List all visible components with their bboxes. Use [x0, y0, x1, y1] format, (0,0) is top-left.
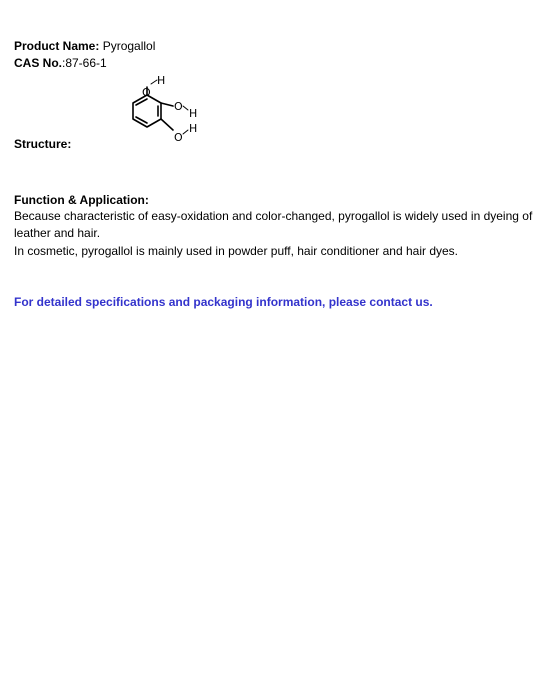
bond-o3-h3 — [183, 130, 188, 134]
pyrogallol-structure-diagram — [120, 70, 215, 155]
product-name-line — [14, 38, 155, 54]
atom-o2: O — [174, 100, 183, 113]
atom-o1: O — [142, 86, 151, 99]
atom-h1: H — [157, 74, 166, 87]
bond-c-o2 — [161, 103, 173, 106]
atom-h3: H — [189, 122, 198, 135]
bond-c-o3 — [161, 119, 173, 130]
structure-label: Structure: — [14, 137, 72, 151]
function-heading: Function & Application: — [14, 193, 149, 207]
contact-note: For detailed specifications and packaging information, please contact us. — [14, 295, 433, 309]
cas-number-label: CAS No. — [14, 56, 62, 70]
product-name-value: Pyrogallol — [102, 39, 156, 53]
product-name-label: Product Name: — [14, 39, 100, 53]
function-paragraph-1: Because characteristic of easy-oxidation and color-changed, pyrogallol is widely used in dyeing of leather and hair. — [14, 209, 533, 240]
cas-number-value: :87-66-1 — [62, 56, 107, 70]
atom-h2: H — [189, 107, 198, 120]
function-paragraph-2: In cosmetic, pyrogallol is mainly used in powder puff, hair conditioner and hair dyes. — [14, 244, 459, 258]
cas-number-line — [14, 55, 107, 71]
atom-o3: O — [174, 131, 183, 144]
bond-o2-h2 — [183, 106, 188, 110]
